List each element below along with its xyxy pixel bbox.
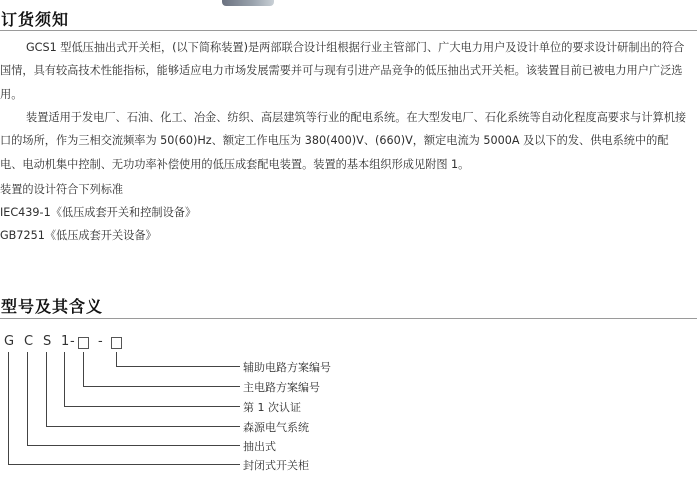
legend-aux-circuit: 辅助电路方案编号 xyxy=(243,361,331,374)
legend-certification: 第 1 次认证 xyxy=(243,401,301,414)
tree-line xyxy=(117,352,241,367)
tree-line xyxy=(47,352,241,427)
section-title-model-meaning: 型号及其含义 xyxy=(1,297,104,316)
legend-enclosed: 封闭式开关柜 xyxy=(243,459,309,472)
legend-main-circuit: 主电路方案编号 xyxy=(243,381,320,394)
code-dash: - xyxy=(98,334,103,349)
code-letter: S xyxy=(43,334,52,349)
code-digit: 1 xyxy=(61,334,70,349)
legend-withdrawable: 抽出式 xyxy=(243,440,276,453)
section-title-ordering-notes: 订货须知 xyxy=(1,10,70,29)
code-letter: C xyxy=(24,334,34,349)
legend-system: 森源电气系统 xyxy=(243,421,309,434)
code-letter: G xyxy=(4,334,15,349)
intro-paragraph: GCS1 型低压抽出式开关柜，(以下简称装置)是两部联合设计组根据行业主管部门、广大电力用户及设计单位的要求设计研制出的符合国情，具有较高技术性能指标，能够适应电力市场发展需要并可与现有引进产品竞争的低压抽出式开关柜。该装置目前已被电力用户广泛选用。 xyxy=(0,41,685,101)
tree-line xyxy=(84,352,241,387)
standard-item: GB7251《低压成套开关设备》 xyxy=(0,229,157,242)
tree-line xyxy=(65,352,241,407)
code-dash: - xyxy=(70,334,75,349)
standard-item: IEC439-1《低压成套开关和控制设备》 xyxy=(0,206,197,219)
application-paragraph: 装置适用于发电厂、石油、化工、冶金、纺织、高层建筑等行业的配电系统。在大型发电厂、石化系统等自动化程度高要求与计算机接口的场所，作为三相交流频率为 50(60)Hz、额定工作电压为 380(400)V、(660)V，额定电流为 5000A 及以下的发、供电系统中的配电、电动机集中控制、无功功率补偿使用的低压成套配电装置。装置的基本组织形成见附图 1。 xyxy=(0,111,687,171)
standards-intro: 装置的设计符合下列标准 xyxy=(0,183,124,196)
tree-line xyxy=(9,352,241,465)
